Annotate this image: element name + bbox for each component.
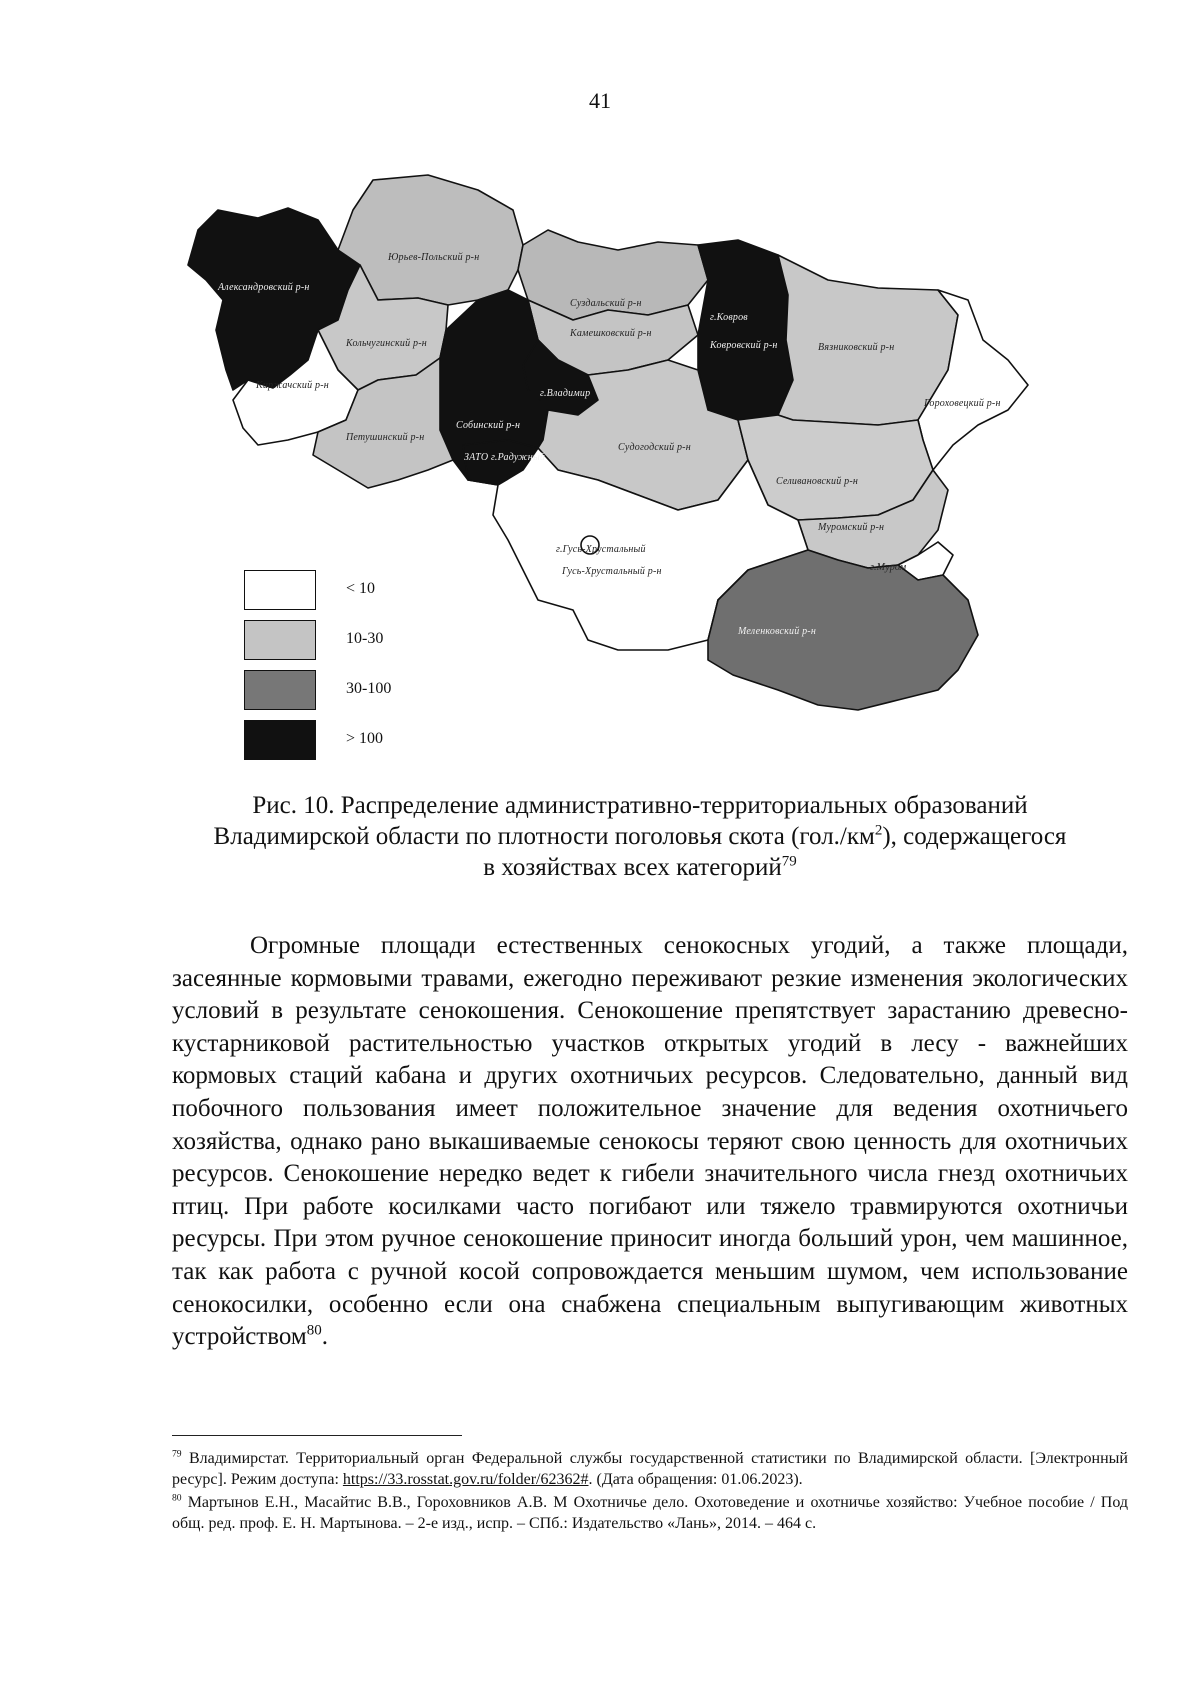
legend-item: [244, 670, 444, 718]
legend-swatch: [244, 720, 316, 760]
label-raduzhny: ЗАТО г.Радужный: [464, 452, 546, 463]
footnote: [172, 1492, 1128, 1534]
footnote-divider: [172, 1435, 462, 1436]
paragraph-end: .: [321, 1323, 328, 1351]
label-selivanovsky: Селивановский р-н: [776, 476, 859, 487]
label-kovrovsky: Ковровский р-н: [710, 340, 778, 351]
caption-text: в хозяйствах всех категорий: [483, 854, 782, 881]
caption-line: [160, 852, 1120, 883]
footnote-link[interactable]: https://33.rosstat.gov.ru/folder/62362#: [342, 1471, 589, 1488]
label-kovrov: г.Ковров: [710, 312, 748, 323]
footnote-text: . (Дата обращения: 01.06.2023).: [588, 1471, 803, 1488]
footnote: [172, 1448, 1128, 1490]
label-sobinsky: Собинский р-н: [456, 420, 521, 431]
legend-label: 10-30: [346, 630, 384, 647]
figure-caption: [160, 790, 1120, 883]
legend-swatch: [244, 570, 316, 610]
legend-label: 30-100: [346, 680, 392, 697]
label-sudogodsky: Судогодский р-н: [618, 442, 691, 453]
caption-line: Рис. 10. Распределение административно-территориальных образований: [252, 792, 1028, 819]
legend-item: [244, 570, 444, 618]
legend-swatch: [244, 620, 316, 660]
footnote-text: Мартынов Е.Н., Масайтис В.В., Гороховников А.В. М Охотничье дело. Охотоведение и охотничье хозяйство: Учебное пособие / Под общ. ред. проф. Е. Н. Мартынова. – 2-е изд., испр. – СПб.: Издательство «Лань», 2014. – 464 с.: [172, 1494, 1128, 1532]
body-text: [172, 930, 1128, 1354]
label-murom: г.Муром: [870, 562, 907, 573]
label-muromsky: Муромский р-н: [818, 522, 885, 533]
label-aleksandrovsky: Александровский р-н: [218, 282, 310, 293]
label-gorokhovetsky: Гороховецкий р-н: [924, 398, 1001, 409]
caption-superscript: 2: [874, 822, 883, 839]
caption-line: [160, 821, 1120, 852]
footnote-number: 79: [172, 1448, 182, 1460]
legend-label: > 100: [346, 730, 384, 747]
footnote-ref: 79: [781, 853, 797, 870]
label-gus-city: г.Гусь-Хрустальный: [556, 544, 646, 555]
label-suzdalsky: Суздальский р-н: [570, 298, 642, 309]
label-petushinsky: Петушинский р-н: [346, 432, 425, 443]
map-legend: [244, 570, 444, 770]
label-yuryev-polsky: Юрьев-Польский р-н: [388, 252, 480, 263]
label-kolchuginsky: Кольчугинский р-н: [346, 338, 427, 349]
label-vladimir: г.Владимир: [540, 388, 591, 399]
legend-item: [244, 620, 444, 668]
footnotes: [172, 1448, 1128, 1536]
paragraph: [172, 930, 1128, 1354]
caption-text: Владимирской области по плотности поголовья скота (гол./км: [213, 823, 875, 850]
legend-swatch: [244, 670, 316, 710]
label-kirzhachsky: Киржачский р-н: [256, 380, 329, 391]
footnote-text: Владимирстат. Территориальный орган Федеральной службы государственной статистики по Владимирской области. [Электронный ресурс]. Режим доступа:: [172, 1450, 1128, 1488]
paragraph-text: Огромные площади естественных сенокосных угодий, а также площади, засеянные кормовыми травами, ежегодно переживают резкие изменения экологических условий в результате сенокошения. Сенокошение препятствует зарастанию древесно-кустарниковой растительностью участков открытых угодий в лесу - важнейших кормовых стаций кабана и других охотничьих ресурсов. Следовательно, данный вид побочного пользования имеет положительное значение для ведения охотничьего хозяйства, однако рано выкашиваемые сенокосы теряют свою ценность для охотничьих ресурсов. Сенокошение нередко ведет к гибели значительного числа гнезд охотничьих птиц. При работе косилками часто погибают или тяжело травмируются охотничьи ресурсы. При этом ручное сенокошение приносит иногда больший урон, чем машинное, так как работа с ручной косой сопровождается меньшим шумом, чем использование сенокосилки, особенно если она снабжена специальным выпугивающим животных устройством: [172, 932, 1128, 1351]
district-kovrovsky: [698, 240, 793, 420]
footnote-ref: 80: [306, 1322, 322, 1339]
label-gus-district: Гусь-Хрустальный р-н: [562, 566, 662, 577]
legend-item: [244, 720, 444, 768]
footnote-number: 80: [172, 1492, 182, 1504]
label-vyaznikovsky: Вязниковский р-н: [818, 342, 895, 353]
label-melenkovsky: Меленковский р-н: [738, 626, 816, 637]
label-kameshkovsky: Камешковский р-н: [570, 328, 652, 339]
legend-label: < 10: [346, 580, 376, 597]
caption-text: ), содержащегося: [882, 823, 1067, 850]
page-number: 41: [589, 88, 611, 113]
